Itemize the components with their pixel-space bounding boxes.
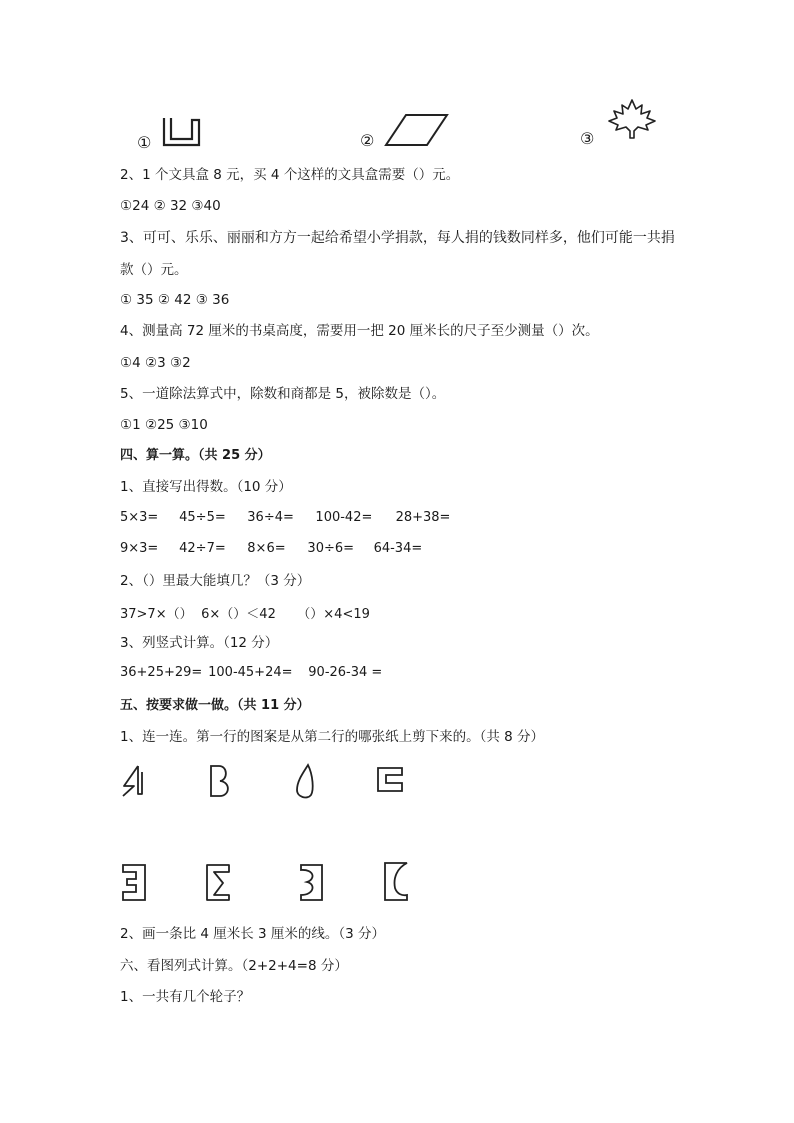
q4-text: 4、测量高 72 厘米的书桌高度，需要用一把 20 厘米长的尺子至少测量（）次。: [120, 323, 599, 339]
paper-shape-4: [382, 860, 410, 904]
cutout-shape-c: [375, 765, 405, 795]
section4-p2-title: 2、（）里最大能填几？（3 分）: [120, 573, 311, 589]
section4-p3-title: 3、列竖式计算。（12 分）: [120, 635, 279, 651]
figure-label-1: ①: [137, 133, 152, 152]
fill-max-row: [120, 603, 370, 622]
q3-text-line1: 3、可可、乐乐、丽丽和方方一起给希望小学捐款，每人捐的钱数同样多，他们可能一共捐: [120, 230, 675, 246]
section6-p1: 1、一共有几个轮子？: [120, 989, 251, 1005]
section4-p1-title: 1、直接写出得数。（10 分）: [120, 479, 292, 495]
q3-text-line2: 款（）元。: [120, 262, 188, 278]
vertical-calc-row: [120, 665, 382, 680]
calc-item: 36÷4=: [247, 510, 294, 525]
section4-heading: 四、算一算。（共 25 分）: [120, 448, 271, 463]
cutout-shape-b: [206, 763, 234, 799]
maple-leaf-icon: [606, 98, 658, 140]
q5-options: ①1 ②25 ③10: [120, 417, 208, 433]
calc-item: 30÷6=: [307, 541, 355, 556]
section5-heading: 五、按要求做一做。（共 11 分）: [120, 698, 310, 713]
vertical-calc-item: 100-45+24=: [208, 665, 293, 680]
q4-options: ①4 ②3 ③2: [120, 355, 191, 371]
paper-shape-3: [298, 862, 326, 904]
calc-item: 8×6=: [247, 541, 286, 556]
calc-item: 28+38=: [395, 510, 451, 525]
calc-item: 5×3=: [120, 510, 159, 525]
q5-text: 5、一道除法算式中，除数和商都是 5，被除数是（）。: [120, 386, 446, 402]
section5-p1: 1、连一连。第一行的图案是从第二行的哪张纸上剪下来的。（共 8 分）: [120, 729, 545, 745]
calc-item: 100-42=: [315, 510, 373, 525]
fill-item: （）×4<19: [297, 607, 370, 622]
q2-options: ①24 ② 32 ③40: [120, 198, 221, 214]
paper-shape-1: [120, 862, 148, 904]
oral-calc-row-2: [120, 541, 422, 556]
section5-p2: 2、画一条比 4 厘米长 3 厘米的线。（3 分）: [120, 926, 386, 942]
calc-item: 9×3=: [120, 541, 159, 556]
paper-shape-2: [204, 862, 232, 904]
vertical-calc-item: 36+25+29=: [120, 665, 203, 680]
u-shape-figure: [162, 116, 202, 148]
calc-item: 45÷5=: [179, 510, 226, 525]
oral-calc-row-1: [120, 510, 450, 525]
fill-item: 37>7×（）: [120, 607, 193, 622]
q2-text: 2、1 个文具盒 8 元，买 4 个这样的文具盒需要（）元。: [120, 167, 460, 183]
parallelogram-figure: [384, 112, 450, 148]
cutout-shape-drop: [293, 763, 319, 801]
section6-heading: 六、看图列式计算。（2+2+4=8 分）: [120, 958, 348, 974]
vertical-calc-item: 90-26-34 =: [308, 665, 383, 680]
calc-item: 42÷7=: [179, 541, 226, 556]
figure-label-3: ③: [580, 129, 595, 148]
calc-item: 64-34=: [373, 541, 423, 556]
q3-options: ① 35 ② 42 ③ 36: [120, 292, 230, 308]
figure-label-2: ②: [360, 131, 375, 150]
cutout-shape-1: [120, 764, 146, 800]
fill-item: 6×（）＜42: [201, 607, 276, 622]
